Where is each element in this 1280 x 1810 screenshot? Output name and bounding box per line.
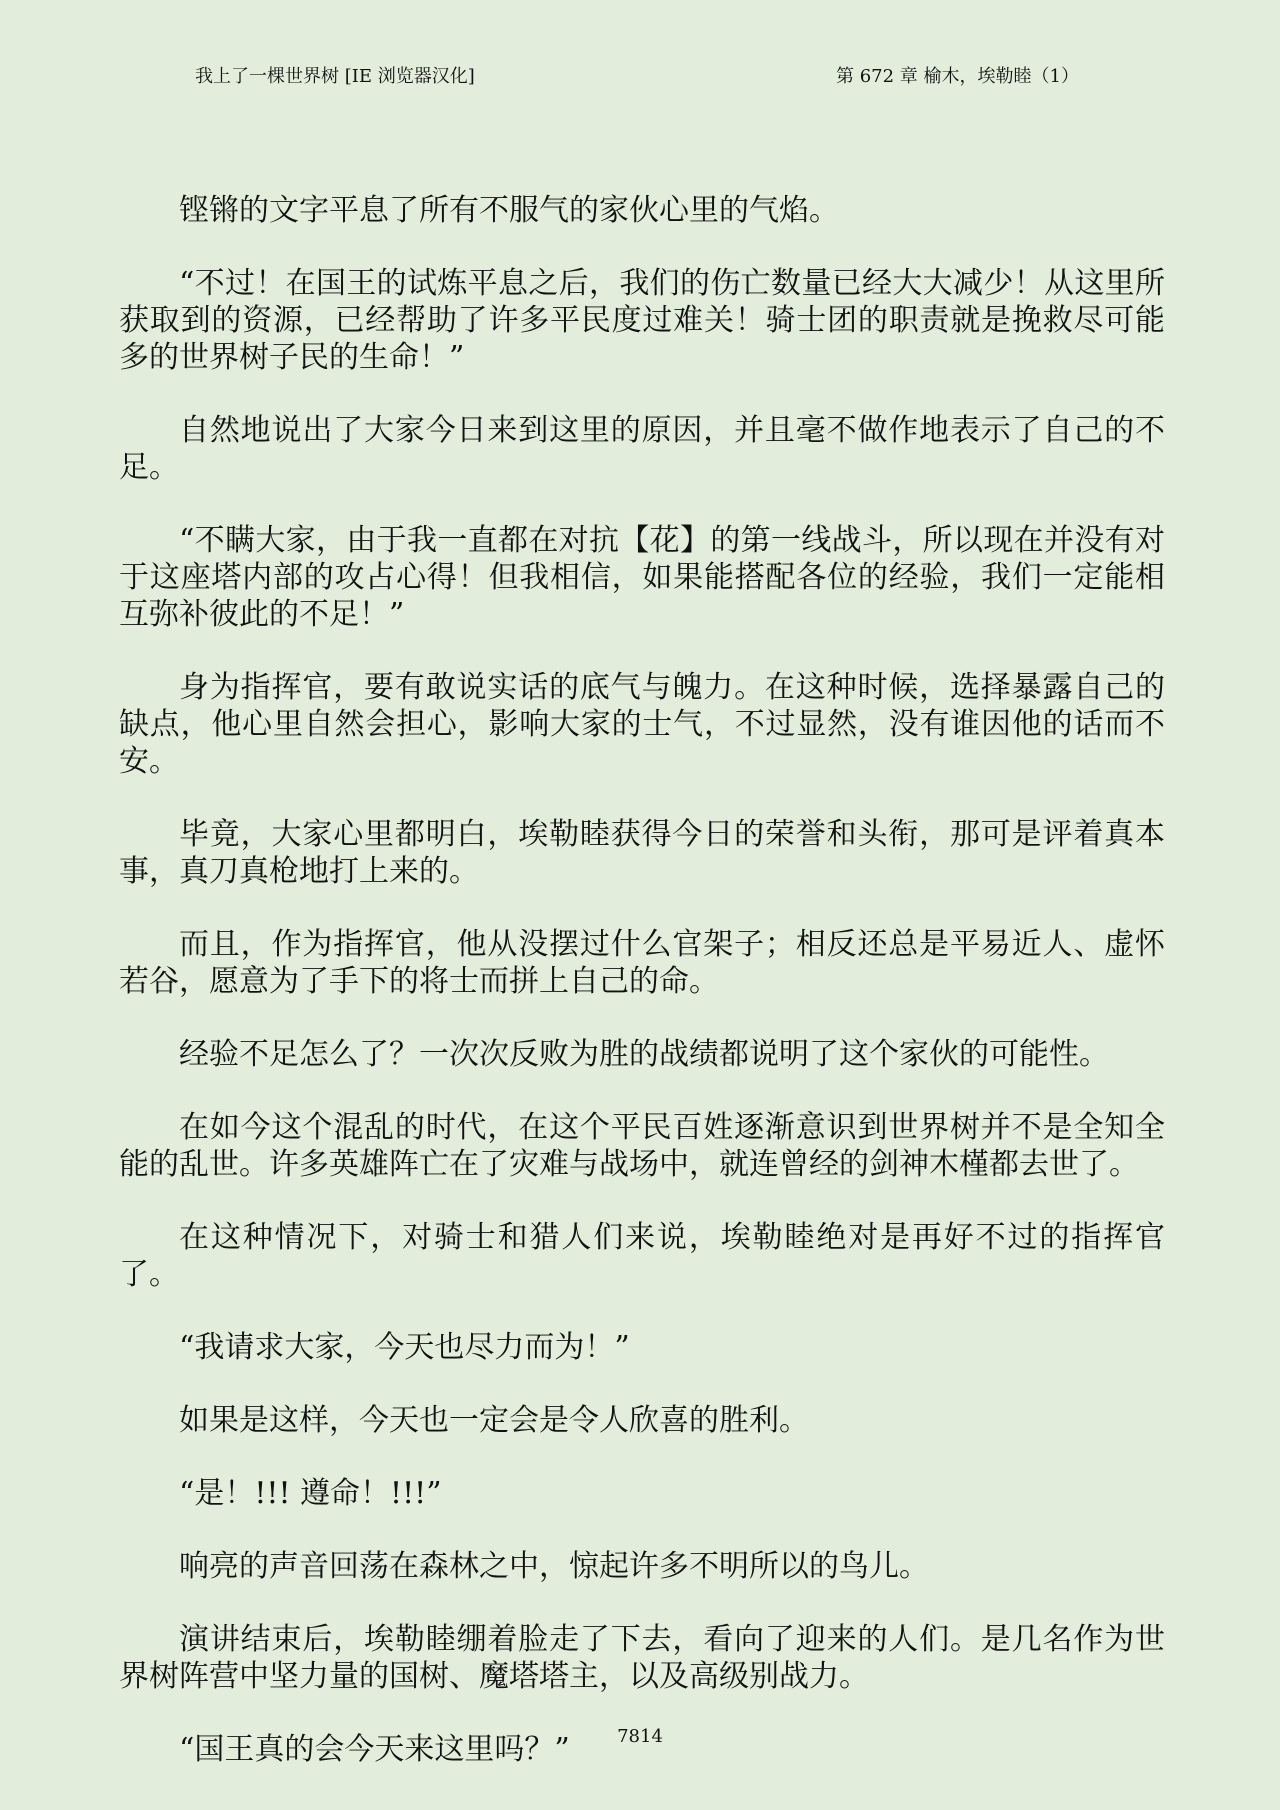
- page-number: 7814: [617, 1726, 663, 1747]
- book-title-header: 我上了一棵世界树 [IE 浏览器汉化]: [195, 66, 475, 87]
- paragraph: 自然地说出了大家今日来到这里的原因，并且毫不做作地表示了自己的不足。: [119, 413, 1165, 485]
- paragraph: “不过！在国王的试炼平息之后，我们的伤亡数量已经大大减少！从这里所获取到的资源，已经帮助了许多平民度过难关！骑士团的职责就是挽救尽可能多的世界树子民的生命！”: [119, 266, 1165, 375]
- paragraph: 演讲结束后，埃勒睦绷着脸走了下去，看向了迎来的人们。是几名作为世界树阵营中坚力量的国树、魔塔塔主，以及高级别战力。: [119, 1622, 1165, 1694]
- paragraph: 响亮的声音回荡在森林之中，惊起许多不明所以的鸟儿。: [179, 1549, 929, 1584]
- paragraph: “不瞒大家，由于我一直都在对抗【花】的第一线战斗，所以现在并没有对于这座塔内部的攻占心得！但我相信，如果能搭配各位的经验，我们一定能相互弥补彼此的不足！”: [119, 523, 1165, 632]
- paragraph: “国王真的会今天来这里吗？”: [179, 1732, 570, 1767]
- paragraph: 在这种情况下，对骑士和猎人们来说，埃勒睦绝对是再好不过的指挥官了。: [119, 1220, 1165, 1292]
- paragraph: 经验不足怎么了？一次次反败为胜的战绩都说明了这个家伙的可能性。: [179, 1037, 1109, 1072]
- chapter-body: [119, 192, 1165, 1804]
- chapter-title-header: 第 672 章 榆木，埃勒睦（1）: [836, 66, 1079, 87]
- paragraph: “是！!!! 遵命！!!!”: [179, 1476, 442, 1511]
- paragraph: 如果是这样，今天也一定会是令人欣喜的胜利。: [179, 1403, 809, 1438]
- paragraph: “我请求大家，今天也尽力而为！”: [179, 1330, 630, 1365]
- paragraph: 而且，作为指挥官，他从没摆过什么官架子；相反还总是平易近人、虚怀若谷，愿意为了手下的将士而拼上自己的命。: [119, 927, 1165, 999]
- paragraph: 毕竟，大家心里都明白，埃勒睦获得今日的荣誉和头衔，那可是评着真本事，真刀真枪地打上来的。: [119, 817, 1165, 889]
- paragraph: 身为指挥官，要有敢说实话的底气与魄力。在这种时候，选择暴露自己的缺点，他心里自然会担心，影响大家的士气，不过显然，没有谁因他的话而不安。: [119, 670, 1165, 779]
- paragraph: 在如今这个混乱的时代，在这个平民百姓逐渐意识到世界树并不是全知全能的乱世。许多英雄阵亡在了灾难与战场中，就连曾经的剑神木槿都去世了。: [119, 1110, 1165, 1182]
- paragraph: 铿锵的文字平息了所有不服气的家伙心里的气焰。: [179, 193, 839, 228]
